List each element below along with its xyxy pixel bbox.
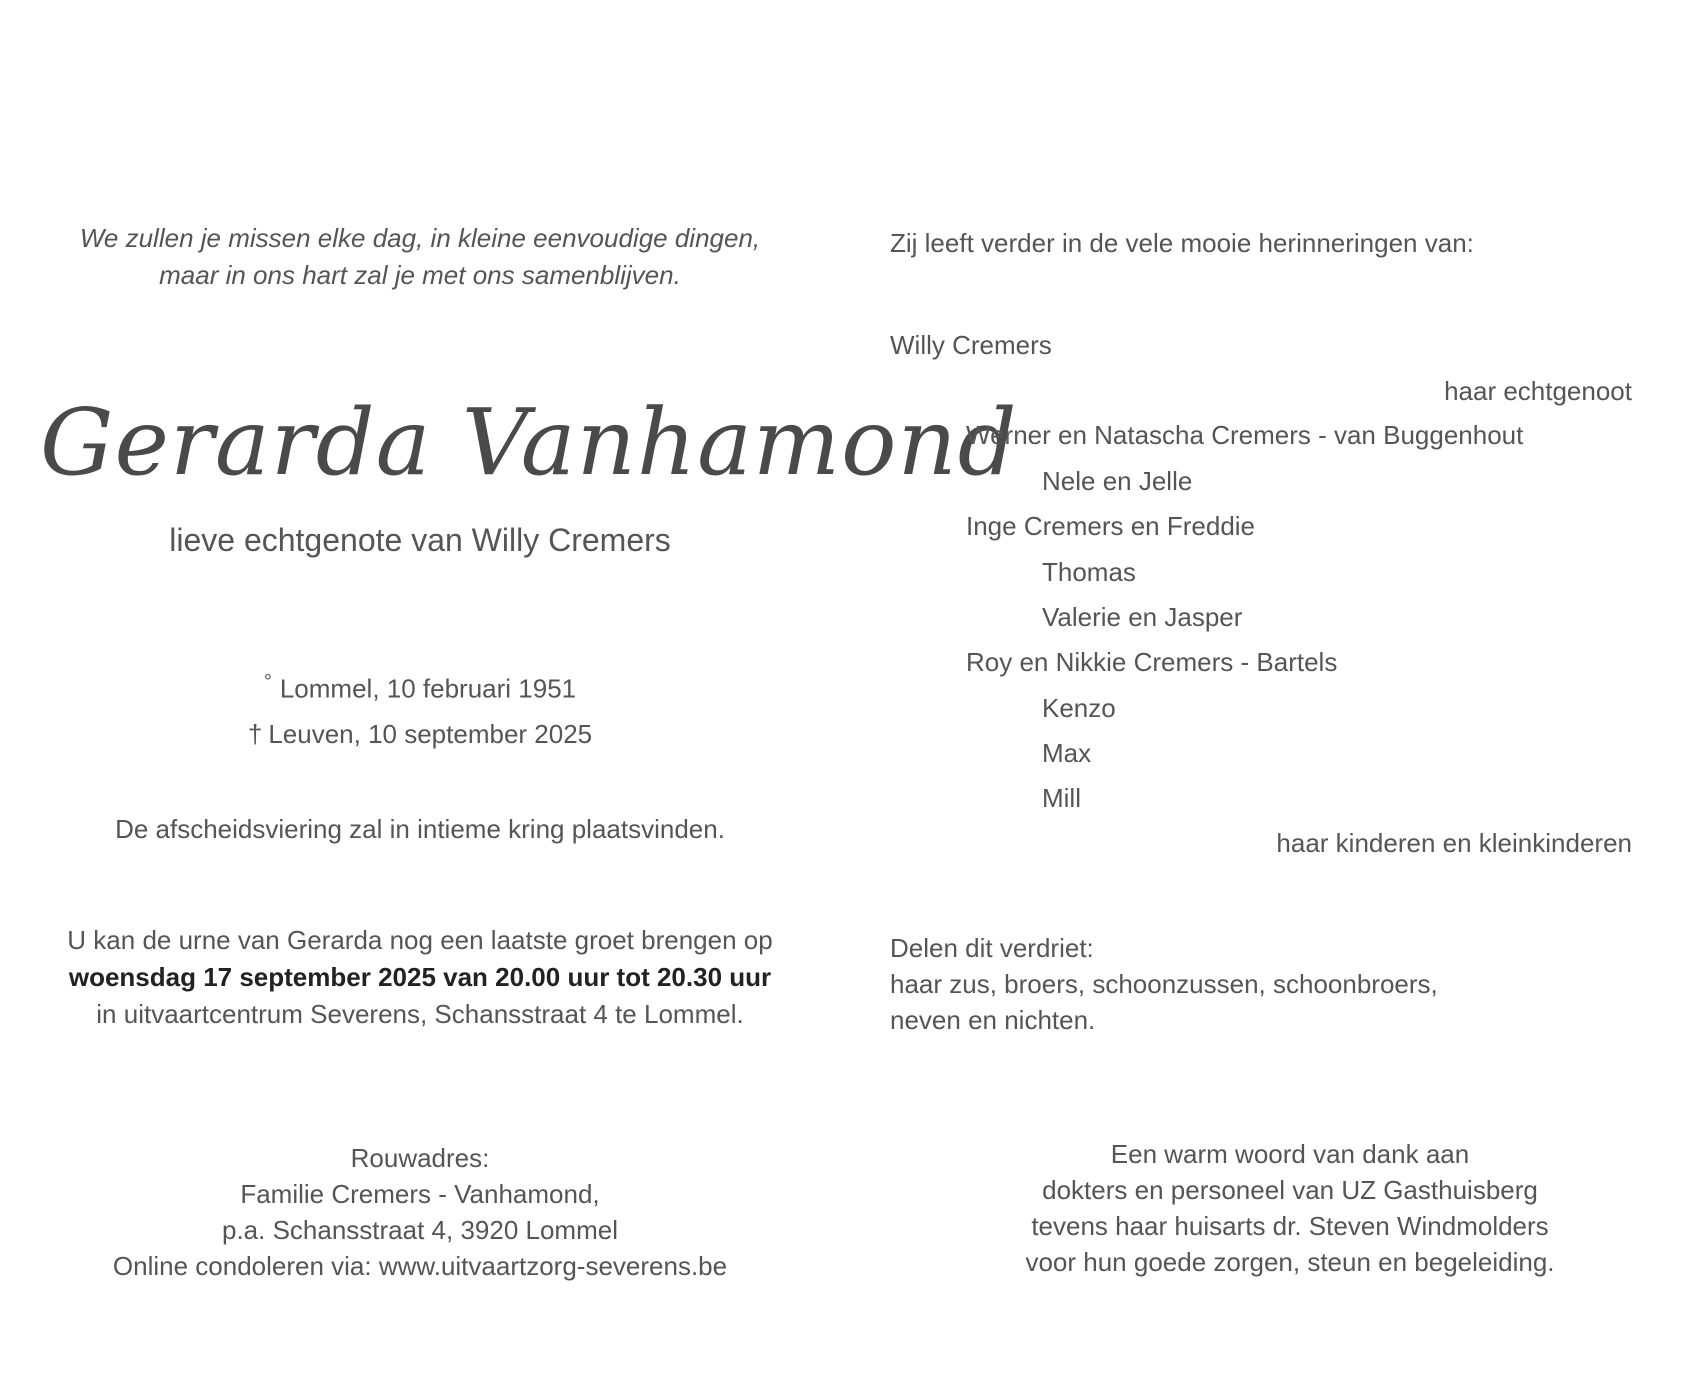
birth-symbol: ° xyxy=(263,671,272,693)
children-label: haar kinderen en kleinkinderen xyxy=(1276,828,1632,858)
family-3-child-3: Mill xyxy=(1042,783,1081,813)
family-1: Werner en Natascha Cremers - van Buggenhout xyxy=(966,420,1524,450)
quote-line-2: maar in ons hart zal je met ons samenblijven. xyxy=(159,260,681,290)
mourning-address xyxy=(40,1140,800,1284)
memorial-quote xyxy=(40,220,800,294)
memories-intro: Zij leeft verder in de vele mooie herinneringen van: xyxy=(890,228,1474,258)
family-3-child-1: Kenzo xyxy=(1042,693,1116,723)
life-dates xyxy=(40,660,800,757)
thanks-line-4: voor hun goede zorgen, steun en begeleiding. xyxy=(1025,1247,1555,1277)
death-text: Leuven, 10 september 2025 xyxy=(268,718,593,749)
share-relatives-1: haar zus, broers, schoonzussen, schoonbroers, xyxy=(890,969,1438,999)
family-2: Inge Cremers en Freddie xyxy=(966,511,1256,541)
family-1-child-1: Nele en Jelle xyxy=(1042,466,1193,496)
family-3: Roy en Nikkie Cremers - Bartels xyxy=(966,647,1338,677)
share-heading: Delen dit verdriet: xyxy=(890,933,1094,963)
thanks-note xyxy=(940,1136,1640,1280)
family-3-child-2: Max xyxy=(1042,738,1092,768)
address-street: p.a. Schansstraat 4, 3920 Lommel xyxy=(221,1215,618,1245)
address-heading: Rouwadres: xyxy=(350,1143,490,1173)
spouse-label: haar echtgenoot xyxy=(1444,376,1632,406)
family-2-child-2: Valerie en Jasper xyxy=(1042,602,1243,632)
urn-date-time: woensdag 17 september 2025 van 20.00 uur tot 20.30 uur xyxy=(68,962,772,992)
urn-line-3: in uitvaartcentrum Severens, Schansstraat 4 te Lommel. xyxy=(96,999,744,1029)
spouse-name: Willy Cremers xyxy=(890,330,1052,360)
urn-visit-info xyxy=(40,922,800,1033)
address-family: Familie Cremers - Vanhamond, xyxy=(240,1179,600,1209)
ceremony-note: De afscheidsviering zal in intieme kring plaatsvinden. xyxy=(115,814,725,844)
online-condolence: Online condoleren via: www.uitvaartzorg-severens.be xyxy=(112,1251,728,1281)
death-symbol: † xyxy=(247,718,263,749)
thanks-line-3: tevens haar huisarts dr. Steven Windmolders xyxy=(1031,1211,1549,1241)
share-grief xyxy=(890,930,1438,1038)
death-line xyxy=(40,712,800,757)
deceased-name: Gerarda Vanhamond xyxy=(40,389,1018,496)
family-2-child-1: Thomas xyxy=(1042,557,1136,587)
quote-line-1: We zullen je missen elke dag, in kleine eenvoudige dingen, xyxy=(79,223,761,253)
birth-line xyxy=(40,660,800,712)
urn-line-1: U kan de urne van Gerarda nog een laatste groet brengen op xyxy=(67,925,773,955)
deceased-subtitle: lieve echtgenote van Willy Cremers xyxy=(169,522,671,558)
thanks-line-1: Een warm woord van dank aan xyxy=(1110,1139,1470,1169)
share-relatives-2: neven en nichten. xyxy=(890,1005,1096,1035)
thanks-line-2: dokters en personeel van UZ Gasthuisberg xyxy=(1042,1175,1538,1205)
birth-text: Lommel, 10 februari 1951 xyxy=(279,673,577,704)
